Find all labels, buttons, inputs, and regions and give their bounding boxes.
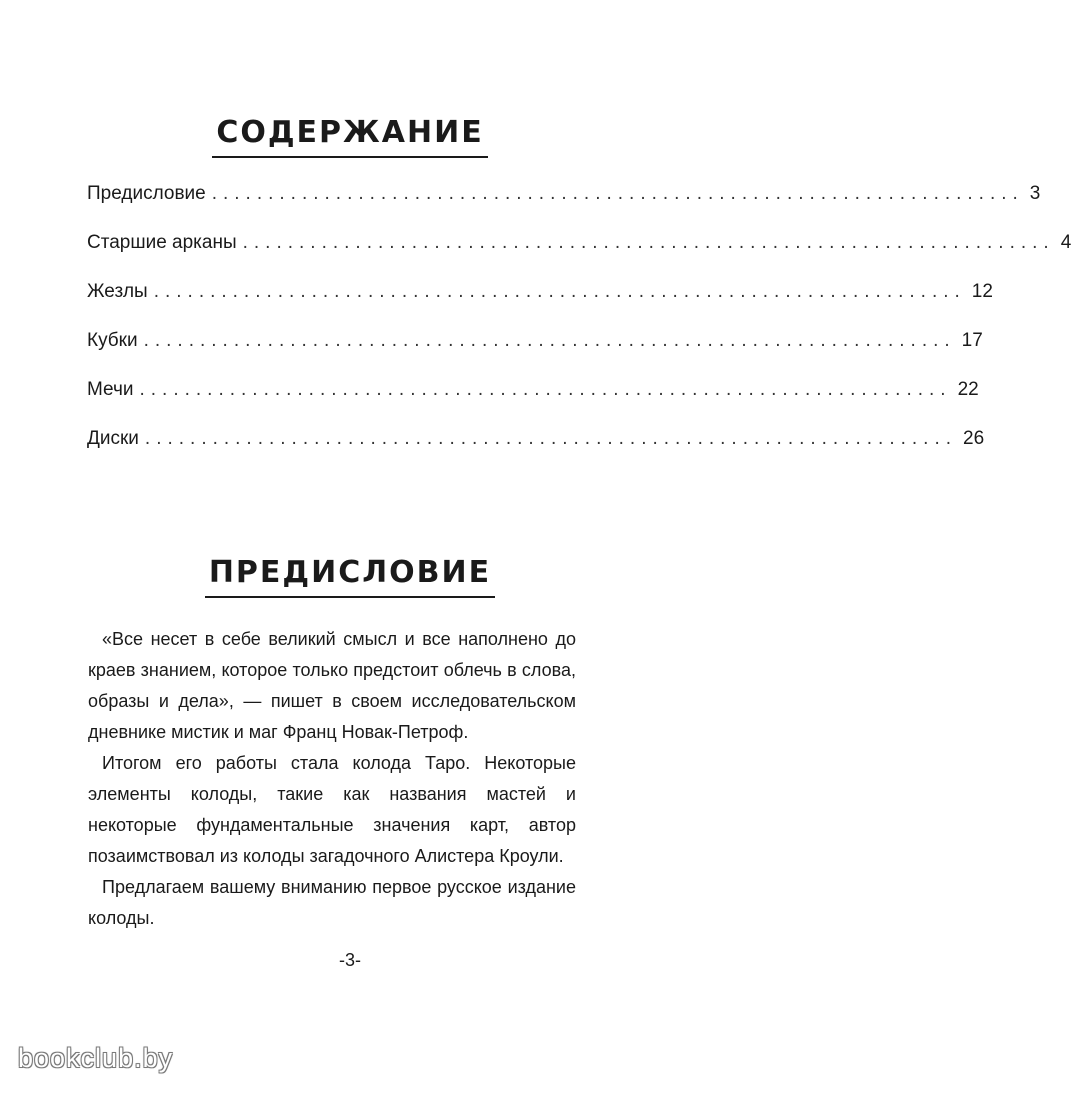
toc-entry-major-arcana[interactable] [87,232,1071,281]
preface-paragraph: Предлагаем вашему вниманию первое русское издание колоды. [88,877,576,928]
toc-entry-swords[interactable] [87,379,979,428]
toc-entry-page: 17 [961,330,983,351]
toc-entry-wands[interactable] [87,281,993,330]
toc-entry-preface[interactable] [87,183,1041,232]
toc-entry-page: 12 [971,281,993,302]
toc-entry-page: 22 [957,379,979,400]
preface-paragraph: «Все несет в себе великий смысл и все наполнено до краев знанием, которое только предстоит облечь в слова, образы и дела», — пишет в своем исследовательском дневнике мистик и маг Франц Новак-Петроф. [88,629,576,742]
page-number: -3- [339,950,361,970]
toc-entry-disks[interactable] [87,428,985,477]
toc-entry-cups[interactable] [87,330,983,379]
preface-body [88,624,576,934]
preface-title: ПРЕДИСЛОВИЕ [205,556,495,598]
toc-entry-label: Предисловие [87,183,206,204]
preface-paragraph: Итогом его работы стала колода Таро. Некоторые элементы колоды, такие как названия мастей и некоторые фундаментальные значения карт, автор позаимствовал из колоды загадочного Алистера Кроули. [88,753,576,866]
toc-entry-page: 3 [1029,183,1041,204]
toc-title: СОДЕРЖАНИЕ [212,116,487,158]
toc-leader-dots: ........................................................................ [143,330,956,351]
toc-entry-label: Кубки [87,330,138,351]
toc-leader-dots: ........................................................................ [242,232,1055,253]
table-of-contents [87,183,1071,477]
toc-entry-label: Мечи [87,379,134,400]
watermark: bookclub.by [18,1043,174,1073]
toc-leader-dots: ........................................................................ [139,379,952,400]
toc-leader-dots: ........................................................................ [144,428,957,449]
toc-entry-page: 26 [963,428,985,449]
toc-leader-dots: ........................................................................ [211,183,1024,204]
toc-leader-dots: ........................................................................ [153,281,966,302]
toc-entry-label: Диски [87,428,139,449]
toc-entry-page: 4 [1060,232,1071,253]
toc-entry-label: Жезлы [87,281,148,302]
preface-heading [0,556,700,598]
toc-entry-label: Старшие арканы [87,232,237,253]
toc-heading [0,116,700,158]
